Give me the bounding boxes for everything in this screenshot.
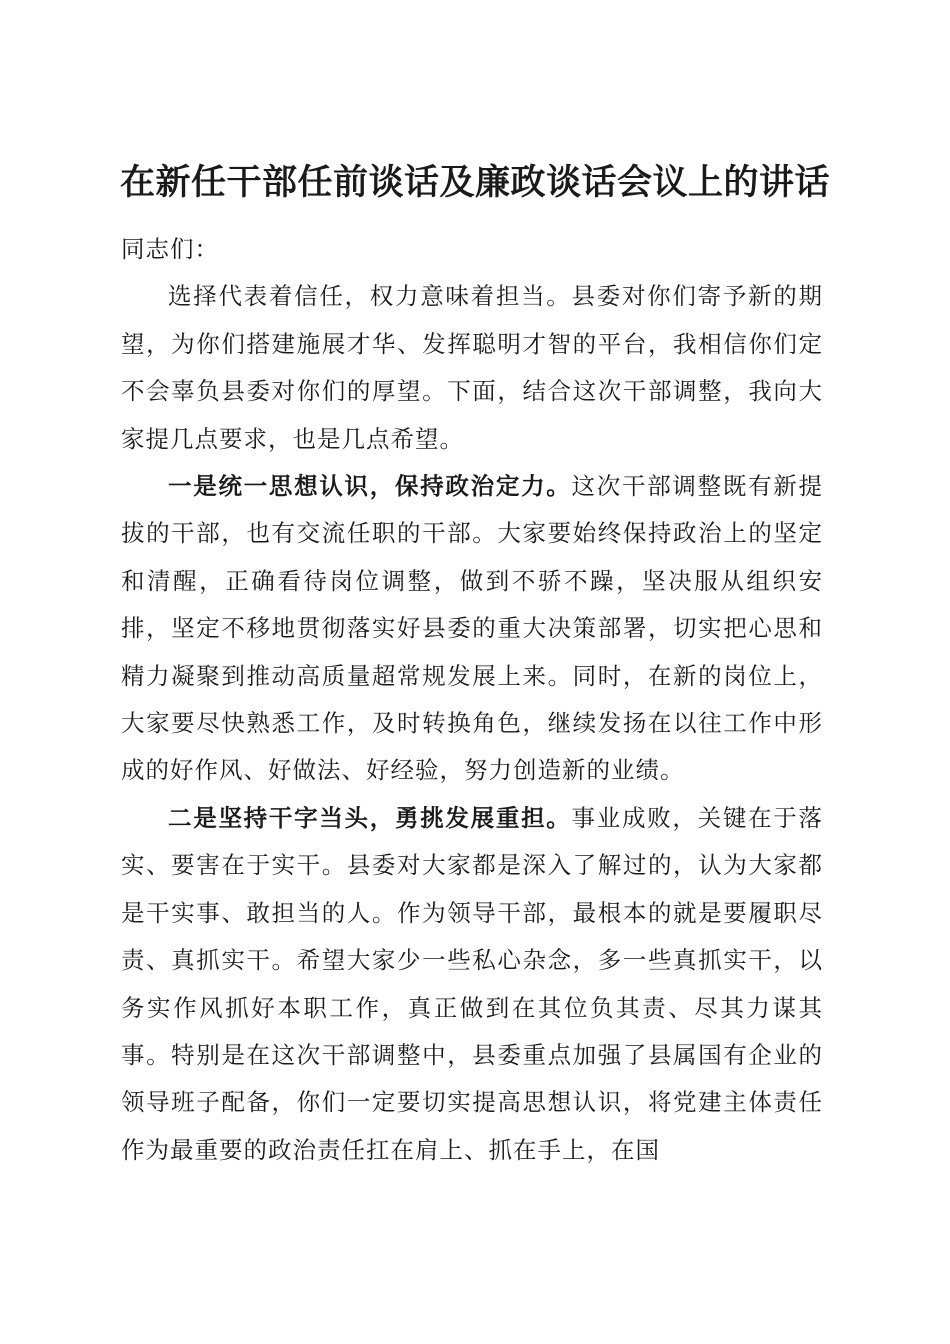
paragraph-text: 事业成败，关键在于落实、要害在于实干。县委对大家都是深入了解过的，认为大家都是干实事、敢担当的人。作为领导干部，最根本的就是要履职尽责、真抓实干。希望大家少一些私心杂念，多一些真抓实干，以务实作风抓好本职工作，真正做到在其位负其责、尽其力谋其事。特别是在这次干部调整中，县委重点加强了县属国有企业的领导班子配备，你们一定要切实提高思想认识，将党建主体责任作为最重要的政治责任扛在肩上、抓在手上，在国 (121, 803, 824, 1164)
salutation: 同志们： (121, 235, 219, 263)
paragraph-text: 选择代表着信任，权力意味着担当。县委对你们寄予新的期望，为你们搭建施展才华、发挥聪明才智的平台，我相信你们定不会辜负县委对你们的厚望。下面，结合这次干部调整，我向大家提几点要求，也是几点希望。 (121, 282, 823, 453)
document-title: 在新任干部任前谈话及廉政谈话会议上的讲话 (119, 162, 830, 204)
paragraph-intro (121, 273, 823, 463)
paragraph-point-one (121, 463, 823, 795)
paragraph-point-two (121, 795, 823, 1174)
document-body (121, 226, 823, 1174)
paragraph-lead: 二是坚持干字当头，勇挑发展重担。 (168, 803, 572, 832)
paragraph-lead: 一是统一思想认识，保持政治定力。 (168, 472, 572, 501)
paragraph-text: 这次干部调整既有新提拔的干部，也有交流任职的干部。大家要始终保持政治上的坚定和清醒，正确看待岗位调整，做到不骄不躁，坚决服从组织安排，坚定不移地贯彻落实好县委的重大决策部署，切实把心思和精力凝聚到推动高质量超常规发展上来。同时，在新的岗位上，大家要尽快熟悉工作，及时转换角色，继续发扬在以往工作中形成的好作风、好做法、好经验，努力创造新的业绩。 (121, 472, 824, 785)
